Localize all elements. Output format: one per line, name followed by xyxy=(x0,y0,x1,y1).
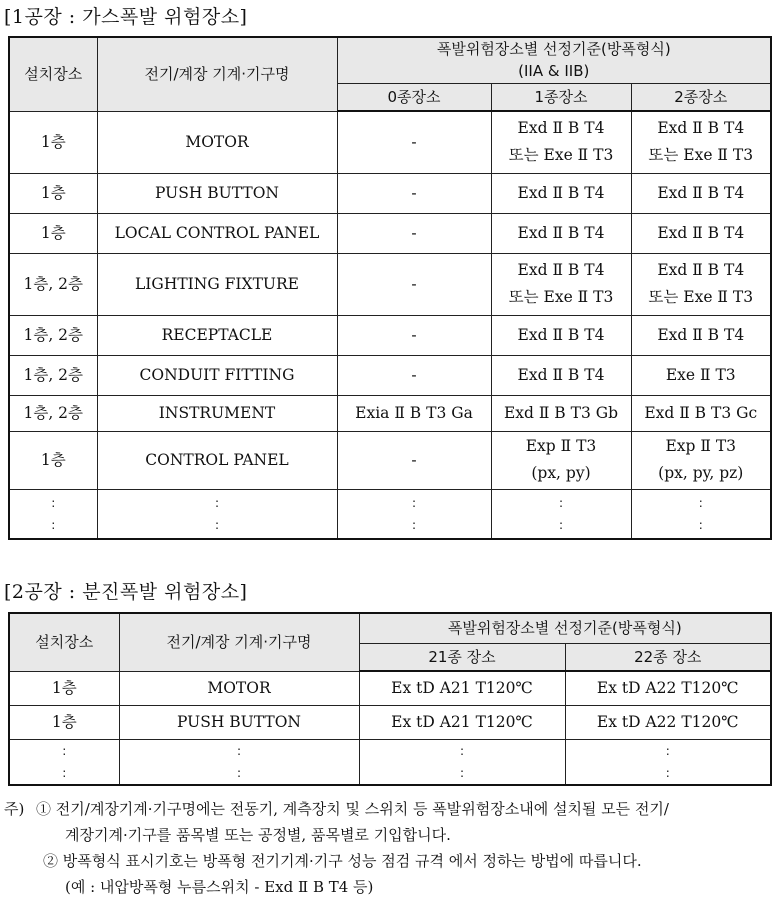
zone1-line: Exp Ⅱ T3 xyxy=(525,437,597,455)
zone2-line: 또는 Exe Ⅱ T3 xyxy=(648,146,754,165)
zone1-line: 또는 Exe Ⅱ T3 xyxy=(508,288,614,306)
note-2-marker: ② xyxy=(43,852,59,870)
header-zone2: 2종장소 xyxy=(631,83,771,111)
zone0-cell: - xyxy=(337,213,491,253)
note-2-cont xyxy=(4,874,769,900)
ellipsis-mark: : xyxy=(665,765,670,780)
zone22-cell: Ex tD A22 T120℃ xyxy=(565,671,771,705)
ellipsis-row xyxy=(9,739,771,785)
zone1-line: Exd Ⅱ B T4 xyxy=(517,325,605,344)
zone2-line: 또는 Exe Ⅱ T3 xyxy=(648,288,754,306)
zone1-line: Exd Ⅱ B T4 xyxy=(517,183,605,202)
zone2-line: Exe Ⅱ T3 xyxy=(665,365,736,384)
plant1-title: [1공장 : 가스폭발 위험장소] xyxy=(4,6,248,28)
ellipsis-mark: : xyxy=(698,495,703,510)
zone0-cell: - xyxy=(337,253,491,315)
equipment-cell: LOCAL CONTROL PANEL xyxy=(97,213,337,253)
zone21-cell: Ex tD A21 T120℃ xyxy=(359,705,565,739)
table-row xyxy=(9,431,771,489)
location-cell: 1층, 2층 xyxy=(9,395,97,431)
zone1-cell xyxy=(491,315,631,355)
zone1-cell xyxy=(491,213,631,253)
ellipsis-mark: : xyxy=(459,765,465,780)
ellipsis-cell xyxy=(119,739,359,785)
zone0-cell: - xyxy=(337,173,491,213)
zone2-cell xyxy=(631,213,771,253)
header2-location: 설치장소 xyxy=(9,613,119,671)
zone2-line: Exd Ⅱ B T3 Gc xyxy=(644,403,758,422)
equipment-cell: PUSH BUTTON xyxy=(97,173,337,213)
location-cell: 1층 xyxy=(9,111,97,173)
zone1-line: Exd Ⅱ B T4 xyxy=(517,365,605,384)
header-location: 설치장소 xyxy=(9,37,97,111)
location-cell: 1층, 2층 xyxy=(9,355,97,395)
plant1-table xyxy=(8,36,772,540)
ellipsis-mark: : xyxy=(558,517,564,532)
ellipsis-mark: : xyxy=(214,495,220,510)
ellipsis-mark: : xyxy=(214,517,220,532)
notes-prefix: 주) xyxy=(4,800,25,818)
ellipsis-mark: : xyxy=(411,517,417,532)
zone1-cell xyxy=(491,173,631,213)
zone0-cell: Exia Ⅱ B T3 Ga xyxy=(337,395,491,431)
location-cell: 1층 xyxy=(9,431,97,489)
location-cell: 1층 xyxy=(9,671,119,705)
header2-criteria: 폭발위험장소별 선정기준(방폭형식) xyxy=(359,613,771,643)
zone1-line: (px, py) xyxy=(531,464,591,482)
zone1-cell xyxy=(491,253,631,315)
header2-equipment: 전기/계장 기계·기구명 xyxy=(119,613,359,671)
ellipsis-cell xyxy=(9,489,97,539)
table-row xyxy=(9,355,771,395)
equipment-cell: INSTRUMENT xyxy=(97,395,337,431)
ellipsis-cell xyxy=(631,489,771,539)
note-1 xyxy=(4,796,769,822)
header-equipment: 전기/계장 기계·기구명 xyxy=(97,37,337,111)
notes xyxy=(4,796,769,900)
ellipsis-mark: : xyxy=(236,765,242,780)
table-row xyxy=(9,395,771,431)
table-row xyxy=(9,315,771,355)
zone2-line: Exd Ⅱ B T4 xyxy=(657,325,745,344)
table-row xyxy=(9,671,771,705)
zone2-line: Exd Ⅱ B T4 xyxy=(657,119,745,138)
equipment-cell: RECEPTACLE xyxy=(97,315,337,355)
zone1-cell xyxy=(491,431,631,489)
table-row xyxy=(9,705,771,739)
ellipsis-mark: : xyxy=(62,743,67,758)
location-cell: 1층 xyxy=(9,213,97,253)
zone21-cell: Ex tD A21 T120℃ xyxy=(359,671,565,705)
ellipsis-mark: : xyxy=(62,765,67,780)
zone1-line: Exd Ⅱ B T4 xyxy=(517,223,605,242)
zone2-line: Exd Ⅱ B T4 xyxy=(657,223,745,242)
header-criteria-line1: 폭발위험장소별 선정기준(방폭형식) xyxy=(436,40,671,59)
equipment-cell: MOTOR xyxy=(119,671,359,705)
ellipsis-cell xyxy=(359,739,565,785)
table-row xyxy=(9,253,771,315)
equipment-cell: PUSH BUTTON xyxy=(119,705,359,739)
zone0-cell: - xyxy=(337,111,491,173)
ellipsis-mark: : xyxy=(236,743,242,758)
ellipsis-cell xyxy=(491,489,631,539)
zone0-cell: - xyxy=(337,431,491,489)
note-2-line2: (예 : 내압방폭형 누름스위치 - Exd Ⅱ B T4 등) xyxy=(65,878,374,896)
zone2-cell xyxy=(631,315,771,355)
note-1-cont xyxy=(4,822,769,848)
ellipsis-mark: : xyxy=(459,743,465,758)
ellipsis-cell xyxy=(565,739,771,785)
plant2-table xyxy=(8,612,772,786)
ellipsis-cell xyxy=(9,739,119,785)
zone1-line: 또는 Exe Ⅱ T3 xyxy=(508,146,614,165)
zone1-cell xyxy=(491,355,631,395)
ellipsis-mark: : xyxy=(698,517,703,532)
zone1-cell xyxy=(491,111,631,173)
header-criteria-line2: (IIA & IIB) xyxy=(518,62,590,81)
zone1-cell xyxy=(491,395,631,431)
ellipsis-mark: : xyxy=(558,495,564,510)
ellipsis-row xyxy=(9,489,771,539)
zone2-cell xyxy=(631,111,771,173)
zone2-cell xyxy=(631,173,771,213)
table-row xyxy=(9,173,771,213)
zone2-cell xyxy=(631,395,771,431)
zone2-cell xyxy=(631,431,771,489)
equipment-cell: CONDUIT FITTING xyxy=(97,355,337,395)
note-1-marker: ① xyxy=(36,800,52,818)
ellipsis-mark: : xyxy=(51,495,56,510)
ellipsis-mark: : xyxy=(51,517,56,532)
ellipsis-cell xyxy=(337,489,491,539)
note-1-line2: 계장기계·기구를 품목별 또는 공정별, 품목별로 기입합니다. xyxy=(65,826,451,844)
zone0-cell: - xyxy=(337,315,491,355)
zone2-line: (px, py, pz) xyxy=(658,464,744,482)
header2-zone22: 22종 장소 xyxy=(565,643,771,671)
plant2-title: [2공장 : 분진폭발 위험장소] xyxy=(4,581,248,603)
equipment-cell: CONTROL PANEL xyxy=(97,431,337,489)
zone2-cell xyxy=(631,253,771,315)
ellipsis-mark: : xyxy=(665,743,670,758)
location-cell: 1층 xyxy=(9,173,97,213)
zone2-cell xyxy=(631,355,771,395)
note-1-line1: 전기/계장기계·기구명에는 전동기, 계측장치 및 스위치 등 폭발위험장소내에 설치될 모든 전기/ xyxy=(55,800,669,818)
note-2-line1: 방폭형식 표시기호는 방폭형 전기기계·기구 성능 점검 규격 에서 정하는 방법에 따릅니다. xyxy=(62,852,642,870)
table-row xyxy=(9,213,771,253)
zone1-line: Exd Ⅱ B T4 xyxy=(517,261,605,279)
zone2-line: Exp Ⅱ T3 xyxy=(665,437,737,455)
table-row xyxy=(9,111,771,173)
zone1-line: Exd Ⅱ B T3 Gb xyxy=(503,403,619,422)
equipment-cell: MOTOR xyxy=(97,111,337,173)
zone22-cell: Ex tD A22 T120℃ xyxy=(565,705,771,739)
zone2-line: Exd Ⅱ B T4 xyxy=(657,261,745,279)
zone2-line: Exd Ⅱ B T4 xyxy=(657,183,745,202)
location-cell: 1층, 2층 xyxy=(9,253,97,315)
ellipsis-mark: : xyxy=(411,495,417,510)
equipment-cell: LIGHTING FIXTURE xyxy=(97,253,337,315)
header-zone1: 1종장소 xyxy=(491,83,631,111)
zone1-line: Exd Ⅱ B T4 xyxy=(517,119,605,138)
ellipsis-cell xyxy=(97,489,337,539)
location-cell: 1층 xyxy=(9,705,119,739)
location-cell: 1층, 2층 xyxy=(9,315,97,355)
header-criteria xyxy=(337,37,771,83)
note-2 xyxy=(4,848,769,874)
zone0-cell: - xyxy=(337,355,491,395)
header-zone0: 0종장소 xyxy=(337,83,491,111)
header2-zone21: 21종 장소 xyxy=(359,643,565,671)
